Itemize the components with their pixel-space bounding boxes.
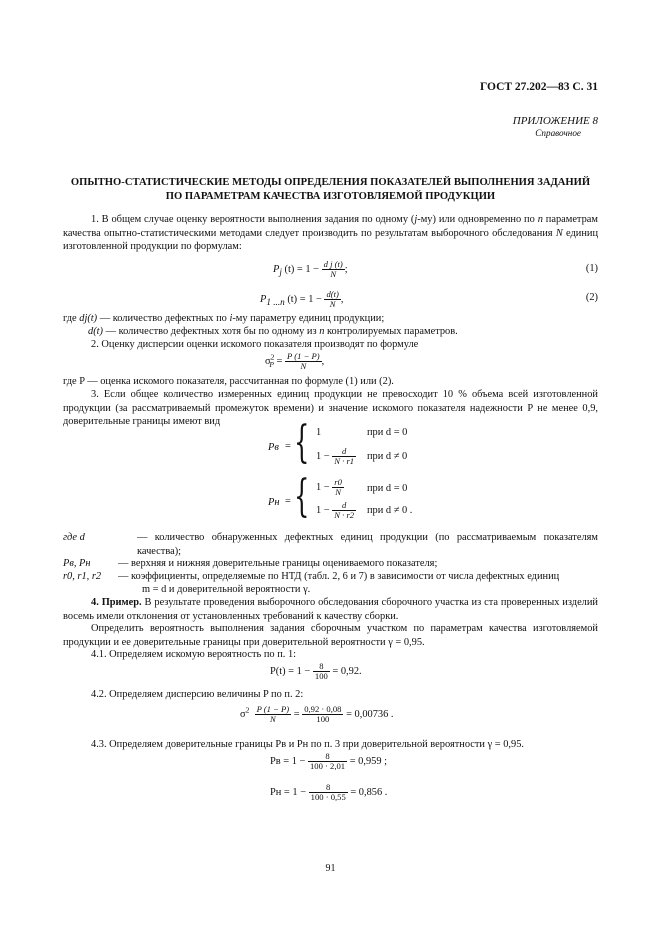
formula-4-3-lower: Pн = 1 − $\frac{8}{100 \cdot 0,55}$ = 0,856 .	[270, 782, 388, 803]
step-4-3: 4.3. Определяем доверительные границы Pв и Pн по п. 3 при доверительной вероятности γ = 0,95.	[91, 739, 525, 750]
def-r-text: — коэффициенты, определяемые по НТД (табл. 2, 6 и 7) в зависимости от числа дефектных единиц	[118, 571, 560, 582]
upper-case-2: 1 − $\frac{d}{N \cdot r1}$	[316, 446, 355, 467]
lower-case-2: 1 − $\frac{d}{N \cdot r2}$	[316, 500, 355, 521]
step-4-2: 4.2. Определяем дисперсию величины P по п. 2:	[91, 689, 304, 700]
def-p-text: — верхняя и нижняя доверительные границы оцениваемого показателя;	[118, 558, 438, 569]
where-1-line-1: где dj(t) — количество дефектных по i-му параметру единиц продукции;	[63, 313, 385, 324]
where-2: где P — оценка искомого показателя, рассчитанная по формуле (1) или (2).	[63, 376, 394, 387]
title-line-1: ОПЫТНО-СТАТИСТИЧЕСКИЕ МЕТОДЫ ОПРЕДЕЛЕНИЯ ПОКАЗАТЕЛЕЙ ВЫПОЛНЕНИЯ ЗАДАНИЙ	[70, 177, 591, 188]
where-1-line-2: d(t) — количество дефектных хотя бы по одному из n контролируемых параметров.	[88, 326, 458, 337]
appendix-label: ПРИЛОЖЕНИЕ 8	[512, 115, 598, 127]
upper-case-2-cond: при d ≠ 0	[367, 451, 408, 462]
upper-case-1: 1	[316, 427, 322, 438]
def-d-symbol: где d	[63, 532, 85, 543]
paragraph-4: 4. Пример. В результате проведения выборочного обследования сборочного участка из ста проверенных изделий восемь имели отклонения от установленных требований к качеству сборки.	[63, 597, 598, 622]
paragraph-2: 2. Оценку дисперсии оценки искомого показателя производят по формуле	[91, 339, 419, 350]
def-r-symbol: r0, r1, r2	[63, 571, 102, 582]
page-number: 91	[325, 863, 336, 874]
upper-bound-eq: =	[285, 441, 291, 452]
lower-bound-eq: =	[285, 496, 291, 507]
formula-1-number: (1)	[585, 263, 598, 274]
step-4-1: 4.1. Определяем искомую вероятность по п. 1:	[91, 649, 297, 660]
formula-2: $P_{1 ...n}$ (t) = 1 − $\frac{d(t)}{N}$ ,	[260, 289, 344, 310]
formula-2-number: (2)	[585, 292, 598, 303]
gost-header: ГОСТ 27.202—83 С. 31	[479, 81, 598, 93]
formula-variance: $\sigma^2_P$ = $\frac{P (1 - P)}{N}$ ,	[265, 351, 325, 372]
upper-case-1-cond: при d = 0	[367, 427, 408, 438]
upper-bound-label: Pв	[268, 442, 279, 453]
lower-case-1: 1 − $\frac{r0}{N}$	[316, 477, 342, 498]
lower-case-1-cond: при d = 0	[367, 483, 408, 494]
formula-4-3-upper: Pв = 1 − $\frac{8}{100 \cdot 2,01}$ = 0,959 ;	[270, 751, 388, 772]
formula-4-1: P(t) = 1 − $\frac{8}{100}$ = 0,92.	[270, 661, 362, 682]
formula-1: $P_j$ (t) = 1 − $\frac{\text{d j (t)}}{N}$ ;	[273, 259, 348, 280]
appendix-kind: Справочное	[535, 128, 581, 138]
paragraph-4-task: Определить вероятность выполнения задания сборочным участком по параметрам качества изготовляемой продукции и ее доверительные границы при доверительной вероятности γ = 0,95.	[63, 623, 598, 648]
lower-brace: {	[294, 471, 310, 522]
def-d-text: — количество обнаруженных дефектных единиц продукции (по рассматриваемым показателям качества);	[137, 532, 598, 557]
formula-4-2: $\sigma^2$ $\frac{P (1 - P)}{N}$ = $\frac{0,92 \cdot 0,08}{100}$ = 0,00736 .	[240, 704, 394, 725]
def-p-symbol: Pв, Pн	[63, 558, 91, 569]
lower-case-2-cond: при d ≠ 0 .	[367, 505, 413, 516]
title-line-2: ПО ПАРАМЕТРАМ КАЧЕСТВА ИЗГОТОВЛЯЕМОЙ ПРОДУКЦИИ	[165, 191, 496, 202]
def-r-text-2: m = d и доверительной вероятности γ.	[142, 584, 311, 595]
lower-bound-label: Pн	[268, 497, 280, 508]
upper-brace: {	[294, 417, 310, 468]
paragraph-1: 1. В общем случае оценку вероятности выполнения задания по одному (j-му) или одновременно по n параметрам качества опытно-статистическими методами следует производить по результатам выборочного обследования N единиц изготовленной продукции по формулам:	[63, 214, 598, 253]
paragraph-3: 3. Если общее количество измеренных единиц продукции не превосходит 10 % объема всей изготовленной продукции (за рассматриваемый промежуток времени) и значение искомого показателя надежности P не менее 0,9, доверительные границы имеют вид	[63, 389, 598, 428]
